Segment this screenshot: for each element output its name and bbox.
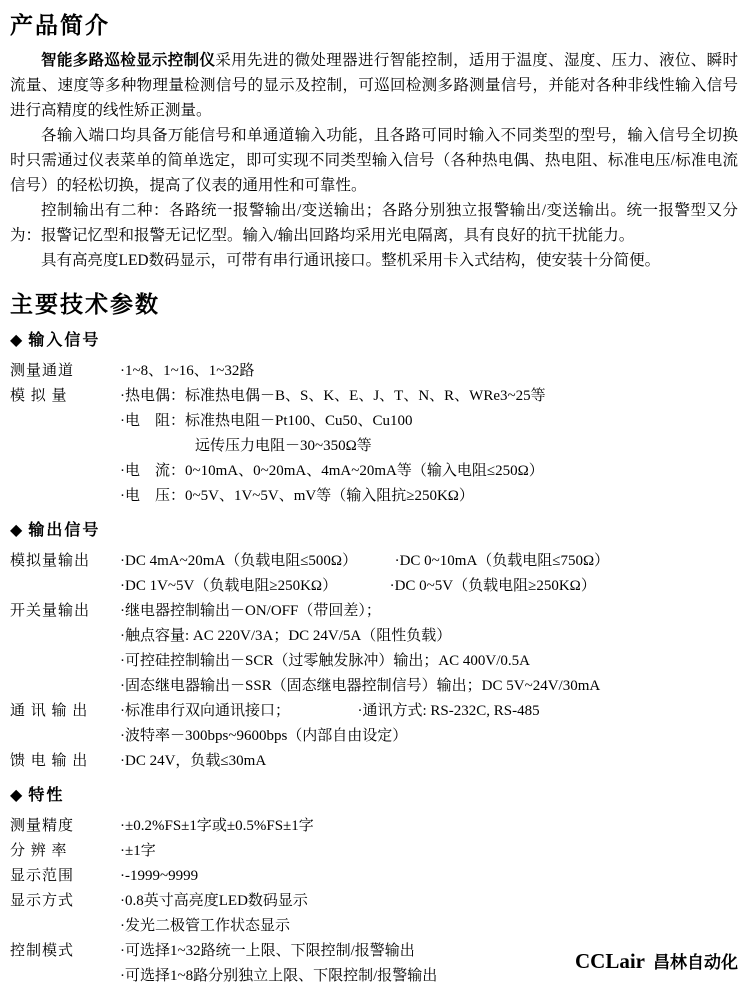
spec-line: ·发光二极管工作状态显示	[120, 918, 290, 934]
spec-row-feed-output	[10, 749, 738, 774]
spec-values	[120, 384, 738, 509]
spec-values	[120, 549, 738, 599]
section-output-signal	[10, 521, 738, 774]
section-heading-features	[10, 786, 738, 806]
spec-label: 测量通道	[10, 363, 75, 379]
section-heading-input-text: 输入信号	[28, 332, 101, 349]
spec-label: 显示方式	[10, 893, 75, 909]
spec-values	[120, 699, 738, 749]
spec-values	[120, 814, 738, 839]
spec-values	[120, 599, 738, 699]
intro-title: 产品简介	[10, 12, 110, 38]
spec-line: ·DC 4mA~20mA（负载电阻≤500Ω） ·DC 0~10mA（负载电阻≤750Ω）	[120, 553, 610, 569]
intro-paragraph-2: 各输入端口均具备万能信号和单通道输入功能，且各路可同时输入不同类型的型号，输入信号全切换时只需通过仪表菜单的简单选定，即可实现不同类型输入信号（各种热电偶、热电阻、标准电压/标准电流信号）的轻松切换，提高了仪表的通用性和可靠性。	[10, 127, 738, 194]
spec-line: ·可选择1~8路分别独立上限、下限控制/报警输出	[120, 968, 438, 984]
spec-line: ·1~8、1~16、1~32路	[120, 363, 255, 379]
spec-line: ·电 阻：标准热电阻－Pt100、Cu50、Cu100	[120, 413, 413, 429]
spec-line: 远传压力电阻－30~350Ω等	[120, 438, 372, 454]
spec-line: ·标准串行双向通讯接口； ·通讯方式: RS-232C, RS-485	[120, 703, 540, 719]
spec-line: ·±1字	[120, 843, 156, 859]
intro-paragraph-1	[10, 48, 738, 123]
spec-label: 模 拟 量	[10, 388, 68, 404]
company-logo-en: CCLair	[575, 949, 645, 973]
spec-values	[120, 749, 738, 774]
company-logo	[575, 948, 738, 974]
spec-line: ·触点容量: AC 220V/3A；DC 24V/5A（阻性负载）	[120, 628, 452, 644]
diamond-bullet-icon: ◆	[10, 522, 23, 539]
intro-paragraph-4: 具有高亮度LED数码显示，可带有串行通讯接口。整机采用卡入式结构，使安装十分简便。	[41, 252, 661, 269]
spec-line: ·DC 24V，负载≤30mA	[120, 753, 267, 769]
section-heading-output	[10, 521, 738, 541]
spec-label: 开关量输出	[10, 603, 91, 619]
spec-row-analog-output	[10, 549, 738, 599]
spec-row-display-mode	[10, 889, 738, 939]
section-input-signal	[10, 331, 738, 509]
intro-paragraph-1-text: 采用先进的微处理器进行智能控制，适用于温度、湿度、压力、液位、瞬时流量、速度等多种物理量检测信号的显示及控制，可巡回检测多路测量信号，并能对各种非线性输入信号进行高精度的线性矫正测量。	[10, 52, 738, 119]
spec-line: ·±0.2%FS±1字或±0.5%FS±1字	[120, 818, 314, 834]
spec-line: ·DC 1V~5V（负载电阻≥250KΩ） ·DC 0~5V（负载电阻≥250KΩ）	[120, 578, 596, 594]
spec-label: 控制模式	[10, 943, 75, 959]
intro-paragraph-3: 控制输出有二种：各路统一报警输出/变送输出；各路分别独立报警输出/变送输出。统一报警型又分为：报警记忆型和报警无记忆型。输入/输出回路均采用光电隔离，具有良好的抗干扰能力。	[10, 202, 738, 244]
spec-label: 显示范围	[10, 868, 75, 884]
spec-label: 模拟量输出	[10, 553, 91, 569]
spec-label: 分 辨 率	[10, 843, 68, 859]
spec-label: 通 讯 输 出	[10, 703, 89, 719]
spec-values	[120, 839, 738, 864]
intro-section	[10, 48, 738, 273]
spec-line: ·波特率－300bps~9600bps（内部自由设定）	[120, 728, 408, 744]
spec-values	[120, 889, 738, 939]
spec-line: ·热电偶：标准热电偶－B、S、K、E、J、T、N、R、WRe3~25等	[120, 388, 546, 404]
spec-values	[120, 864, 738, 889]
section-heading-output-text: 输出信号	[28, 522, 101, 539]
spec-label: 测量精度	[10, 818, 75, 834]
spec-label: 馈 电 输 出	[10, 753, 89, 769]
spec-row-accuracy	[10, 814, 738, 839]
spec-line: ·电 流：0~10mA、0~20mA、4mA~20mA等（输入电阻≤250Ω）	[120, 463, 544, 479]
spec-line: ·固态继电器输出－SSR（固态继电器控制信号）输出；DC 5V~24V/30mA	[120, 678, 601, 694]
spec-row-measure-channels	[10, 359, 738, 384]
spec-line: ·-1999~9999	[120, 868, 199, 884]
diamond-bullet-icon: ◆	[10, 332, 23, 349]
spec-line: ·电 压：0~5V、1V~5V、mV等（输入阻抗≥250KΩ）	[120, 488, 474, 504]
spec-row-analog-inputs	[10, 384, 738, 509]
diamond-bullet-icon: ◆	[10, 787, 23, 804]
spec-line: ·继电器控制输出－ON/OFF（带回差）；	[120, 603, 381, 619]
spec-row-comm-output	[10, 699, 738, 749]
section-heading-features-text: 特性	[28, 787, 65, 804]
section-heading-input	[10, 331, 738, 351]
company-logo-cn: 昌林自动化	[653, 953, 738, 972]
spec-values	[120, 359, 738, 384]
spec-row-switch-output	[10, 599, 738, 699]
spec-line: ·可选择1~32路统一上限、下限控制/报警输出	[120, 943, 415, 959]
spec-row-resolution	[10, 839, 738, 864]
intro-paragraph-1-lead: 智能多路巡检显示控制仪	[41, 52, 216, 69]
spec-row-display-range	[10, 864, 738, 889]
spec-line: ·0.8英寸高亮度LED数码显示	[120, 893, 308, 909]
params-title: 主要技术参数	[10, 291, 160, 317]
spec-line: ·可控硅控制输出－SCR（过零触发脉冲）输出；AC 400V/0.5A	[120, 653, 531, 669]
